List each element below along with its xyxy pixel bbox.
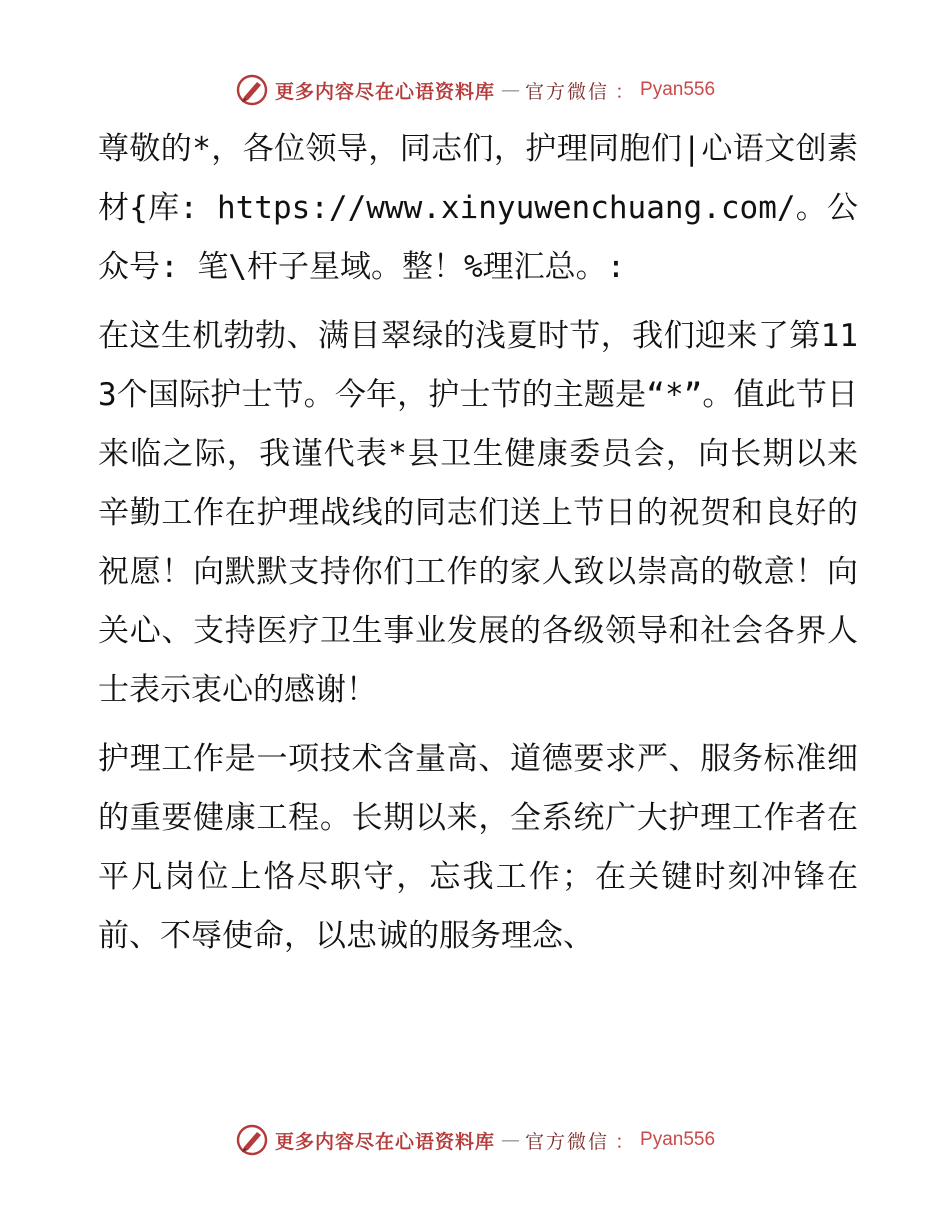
document-body	[98, 120, 858, 976]
banner-separator: ：	[615, 80, 635, 103]
banner-dash: —	[500, 79, 519, 101]
banner-separator: ：	[615, 1130, 635, 1153]
banner-wechat-id: Pyan556	[640, 79, 716, 100]
banner-brand-text: 更多内容尽在心语资料库	[274, 1130, 495, 1153]
paragraph-2: 在这生机勃勃、满目翠绿的浅夏时节，我们迎来了第113个国际护士节。今年，护士节的主题是“*”。值此节日来临之际，我谨代表*县卫生健康委员会，向长期以来辛勤工作在护理战线的同志们送上节日的祝贺和良好的祝愿！向默默支持你们工作的家人致以崇高的敬意！向关心、支持医疗卫生事业发展的各级领导和社会各界人士表示衷心的感谢！	[98, 318, 858, 708]
banner-brand-text: 更多内容尽在心语资料库	[274, 80, 495, 103]
banner-official-label: 官方微信	[524, 1130, 609, 1153]
banner-wechat-id: Pyan556	[640, 1129, 716, 1150]
banner-dash: —	[500, 1129, 519, 1151]
paragraph-1: 尊敬的*，各位领导，同志们，护理同胞们|心语文创素材{库: https://www.xinyuwenchuang.com/。公众号: 笔\杆子星域。整！%理汇总。:	[98, 131, 858, 285]
brush-pen-logo-icon	[235, 73, 269, 107]
footer-banner	[0, 1120, 950, 1160]
banner-official-label: 官方微信	[524, 80, 609, 103]
paragraph-3: 护理工作是一项技术含量高、道德要求严、服务标准细的重要健康工程。长期以来，全系统广大护理工作者在平凡岗位上恪尽职守，忘我工作；在关键时刻冲锋在前、不辱使命，以忠诚的服务理念、	[98, 741, 858, 954]
brush-pen-logo-icon	[235, 1123, 269, 1157]
header-banner	[0, 70, 950, 110]
